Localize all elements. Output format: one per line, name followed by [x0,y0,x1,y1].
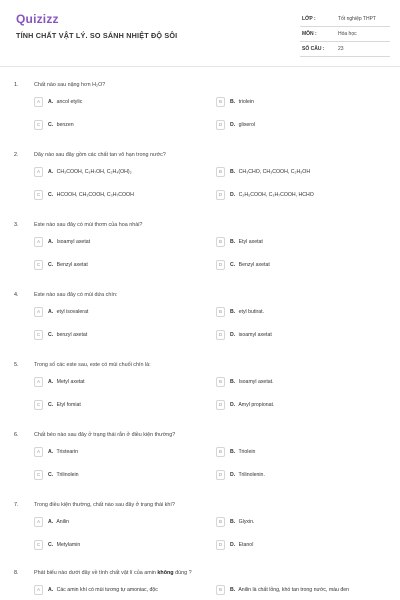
option-text [230,402,274,408]
option-letter-box: D [216,190,225,200]
option-value: etyl butirat. [238,309,265,315]
option-b[interactable] [216,585,400,596]
option-label: C. [48,332,54,338]
meta-row-subject [300,27,390,42]
option-value: Glyxin. [238,519,255,525]
option-label: C. [230,262,236,268]
option-letter-box: A [34,447,43,457]
question-text [34,570,192,576]
option-value: Anilin [56,519,70,525]
option-c[interactable] [34,330,209,341]
question-text-part: đúng ? [173,570,192,576]
option-a[interactable] [34,447,209,458]
option-text [230,99,254,105]
option-text [48,519,69,525]
option-text [48,309,88,315]
option-text [230,309,264,315]
option-value: CH₃CHO, CH₃COOH, C₂H₅OH [238,169,311,175]
option-text [230,449,255,455]
option-letter-box: C [34,470,43,480]
option-value: Trilinolenin. [238,472,265,478]
option-a[interactable] [34,97,209,108]
option-a[interactable] [34,307,209,318]
option-letter-box: B [216,307,225,317]
option-letter-box: D [216,540,225,550]
option-b[interactable] [216,377,391,388]
option-letter-box: C [34,190,43,200]
option-letter-box: C [34,120,43,130]
option-d[interactable] [216,400,391,411]
meta-row-class [300,12,390,27]
option-c[interactable] [34,120,209,131]
question-text: Este nào sau đây có mùi dứa chín: [34,292,118,298]
option-d[interactable] [216,120,391,131]
question-7 [0,498,400,568]
option-value: triolein [238,99,254,105]
option-letter-box: C [34,330,43,340]
option-a[interactable] [34,585,209,596]
question-text: Chất nào sau nặng hơn H₂O? [34,82,106,88]
question-5 [0,358,400,428]
option-value: Amyl propionat. [238,402,275,408]
option-value: C₂H₅COOH, C₃H₇COOH, HCHO [238,192,314,198]
option-value: Isoamyl axetat [56,239,91,245]
option-letter-box: A [34,517,43,527]
option-label: B. [230,309,236,315]
option-b[interactable] [216,517,391,528]
option-label: C. [48,542,54,548]
option-value: Anilin là chất lỏng, khó tan trong nước, màu đen [238,587,350,593]
option-value: benzyl axetat [56,332,88,338]
option-d[interactable] [216,190,391,201]
option-label: B. [230,169,236,175]
option-b[interactable] [216,97,391,108]
option-label: A. [48,239,54,245]
header-divider [0,66,400,67]
option-letter-box: A [34,585,43,595]
option-value: Tristearin [56,449,78,455]
option-value: Isoamyl axetat. [238,379,274,385]
option-letter-box: B [216,517,225,527]
option-d[interactable] [216,260,391,271]
option-a[interactable] [34,377,209,388]
option-letter-box: D [216,330,225,340]
meta-key: LỚP : [302,16,316,22]
option-text [230,122,255,128]
option-text [48,262,88,268]
option-letter-box: B [216,167,225,177]
option-text [230,169,310,175]
option-text [230,587,349,593]
option-value: ancol etylic [56,99,83,105]
option-text [48,449,78,455]
option-label: D. [230,192,236,198]
option-a[interactable] [34,237,209,248]
option-letter-box: A [34,237,43,247]
question-number: 1. [14,82,19,88]
option-label: C. [48,402,54,408]
option-letter-box: C [34,540,43,550]
option-label: D. [230,542,236,548]
option-b[interactable] [216,447,391,458]
option-letter-box: D [216,120,225,130]
option-value: HCOOH, CH₃COOH, C₃H₇COOH [56,192,134,198]
question-4 [0,288,400,358]
option-text [48,239,90,245]
question-number: 7. [14,502,19,508]
option-text [48,542,80,548]
option-b[interactable] [216,307,391,318]
option-c[interactable] [34,190,209,201]
question-8 [0,566,400,600]
option-text [230,192,314,198]
option-letter-box: B [216,447,225,457]
option-label: B. [230,379,236,385]
option-text [48,587,158,593]
question-text: Este nào sau đây có mùi thơm của hoa nhài? [34,222,143,228]
option-label: A. [48,379,54,385]
meta-value: Tốt nghiệp THPT [338,16,376,22]
question-1 [0,78,400,148]
option-text [230,332,272,338]
option-value: Metyl axetat [56,379,85,385]
question-2 [0,148,400,218]
option-a[interactable] [34,167,209,178]
option-letter-box: A [34,167,43,177]
option-c[interactable] [34,400,209,411]
option-text [230,472,265,478]
option-a[interactable] [34,517,209,528]
option-text [48,192,134,198]
option-d[interactable] [216,470,391,481]
option-label: D. [230,402,236,408]
option-text [230,262,270,268]
option-text [48,332,87,338]
question-text-part: Phát biểu nào dưới đây về tính chất vật lí của amin [34,570,158,576]
option-letter-box: B [216,97,225,107]
option-letter-box: D [216,400,225,410]
question-3 [0,218,400,288]
option-value: Etyl axetat [238,239,263,245]
option-c[interactable] [34,260,209,271]
question-number: 2. [14,152,19,158]
option-value: Trilinolein [56,472,79,478]
option-c[interactable] [34,540,209,551]
option-label: A. [48,587,54,593]
option-label: B. [230,99,236,105]
option-letter-box: D [216,260,225,270]
meta-value: 23 [338,46,344,52]
option-text [48,169,132,175]
question-text: Trong điều kiện thường, chất nào sau đây ở trạng thái khí? [34,502,175,508]
question-number: 5. [14,362,19,368]
option-text [48,472,79,478]
meta-key: MÔN : [302,31,317,37]
option-letter-box: B [216,377,225,387]
option-label: C. [48,192,54,198]
option-value: Các amin khí có mùi tương tự amoniac, độc [56,587,158,593]
question-text: Chất béo nào sau đây ở trạng thái rắn ở điều kiện thường? [34,432,176,438]
option-b[interactable] [216,237,391,248]
option-label: C. [48,472,54,478]
option-value: glixerol [238,122,256,128]
meta-row-count [300,42,390,57]
option-label: A. [48,449,54,455]
option-text [230,239,263,245]
quizizz-logo: Quizizz [16,12,59,26]
option-letter-box: C [34,260,43,270]
option-letter-box: D [216,470,225,480]
option-text [230,542,253,548]
option-value: etyl isovalerat [56,309,89,315]
option-value: CH₃COOH, C₃H₇OH, C₂H₄(OH)₂ [56,169,132,175]
option-text [230,519,255,525]
option-d[interactable] [216,540,391,551]
meta-table [300,12,390,57]
option-value: isoamyl axetat [238,332,272,338]
option-letter-box: C [34,400,43,410]
option-text [48,402,81,408]
option-label: C. [48,122,54,128]
option-label: B. [230,587,236,593]
option-text [48,99,82,105]
question-text: Trong số các este sau, este có mùi chuối chín là: [34,362,151,368]
option-letter-box: A [34,97,43,107]
option-letter-box: A [34,377,43,387]
option-value: Benzyl axetat [238,262,270,268]
option-label: B. [230,239,236,245]
option-label: D. [230,122,236,128]
option-value: benzen [56,122,74,128]
option-value: Etanol [238,542,254,548]
option-label: A. [48,309,54,315]
option-label: A. [48,99,54,105]
option-value: Etyl fomiat [56,402,81,408]
option-letter-box: B [216,237,225,247]
option-letter-box: A [34,307,43,317]
question-number: 3. [14,222,19,228]
option-value: Triolein [238,449,256,455]
question-text-emphasis: không [157,570,174,576]
option-label: A. [48,519,54,525]
option-label: B. [230,519,236,525]
option-label: B. [230,449,236,455]
option-label: D. [230,332,236,338]
option-value: Metylamin [56,542,81,548]
option-label: A. [48,169,54,175]
option-letter-box: B [216,585,225,595]
worksheet-title: TÍNH CHẤT VẬT LÝ. SO SÁNH NHIỆT ĐỘ SÔI [16,31,178,40]
option-b[interactable] [216,167,391,178]
question-number: 6. [14,432,19,438]
option-text [48,122,74,128]
option-d[interactable] [216,330,391,341]
option-label: C. [48,262,54,268]
worksheet-header [0,0,400,70]
question-text: Dãy nào sau đây gồm các chất tan vô hạn trong nước? [34,152,166,158]
meta-key: SỐ CÂU : [302,46,325,52]
option-c[interactable] [34,470,209,481]
meta-value: Hóa học [338,31,357,37]
question-6 [0,428,400,498]
option-label: D. [230,472,236,478]
option-value: Benzyl axetat [56,262,88,268]
option-text [230,379,274,385]
question-number: 8. [14,570,19,576]
question-number: 4. [14,292,19,298]
option-text [48,379,85,385]
